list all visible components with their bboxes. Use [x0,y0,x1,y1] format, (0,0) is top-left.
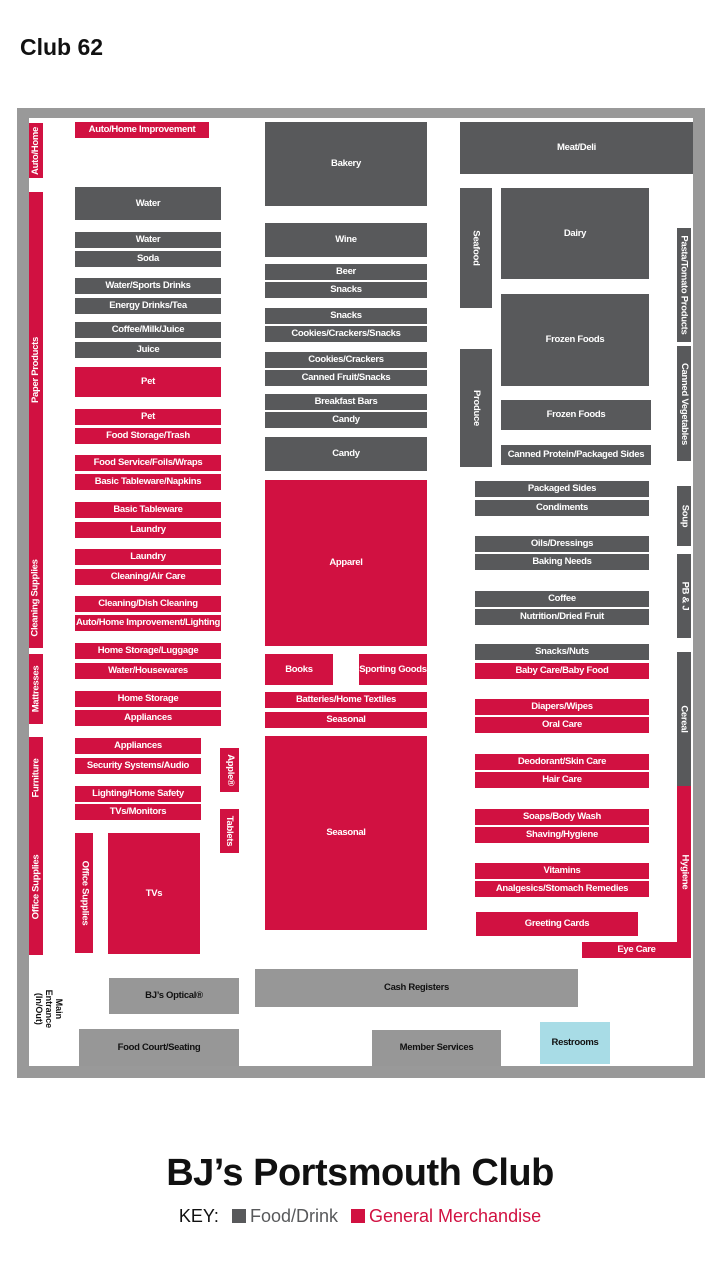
dept-frozen-foods[interactable]: Frozen Foods [501,294,649,386]
dept-water-sports-drinks[interactable]: Water/Sports Drinks [75,278,221,294]
dept-lighting-home-safety[interactable]: Lighting/Home Safety [75,786,201,802]
dept-pb-j[interactable]: PB & J [677,554,691,638]
club-number: Club 62 [20,34,104,60]
dept-shaving-hygiene[interactable]: Shaving/Hygiene [475,827,649,843]
dept-seasonal[interactable]: Seasonal [265,712,427,728]
restrooms[interactable]: Restrooms [540,1022,610,1064]
legend-merch-swatch [351,1209,365,1223]
dept-home-storage[interactable]: Home Storage [75,691,221,707]
dept-food-storage-trash[interactable]: Food Storage/Trash [75,428,221,444]
dept-baby-care-baby-food[interactable]: Baby Care/Baby Food [475,663,649,679]
dept-auto-home-improvement-lighting[interactable]: Auto/Home Improvement/Lighting [75,615,221,631]
legend-key-label: KEY: [178,1206,219,1226]
dept-basic-tableware-napkins[interactable]: Basic Tableware/Napkins [75,474,221,490]
dept-cookies-crackers-snacks[interactable]: Cookies/Crackers/Snacks [265,326,427,342]
dept-cleaning-supplies[interactable]: Cleaning Supplies [29,548,43,648]
dept-canned-protein-packaged-sides[interactable]: Canned Protein/Packaged Sides [501,445,651,465]
dept-analgesics-stomach-remedies[interactable]: Analgesics/Stomach Remedies [475,881,649,897]
dept-batteries-home-textiles[interactable]: Batteries/Home Textiles [265,692,427,708]
main-entrance[interactable]: Main Entrance (In/Out) [34,989,64,1029]
legend [0,1206,720,1227]
legend-food-label: Food/Drink [249,1206,338,1226]
dept-tvs-monitors[interactable]: TVs/Monitors [75,804,201,820]
dept-paper-products[interactable]: Paper Products [29,192,43,548]
dept-coffee[interactable]: Coffee [475,591,649,607]
dept-furniture[interactable]: Furniture [29,737,43,819]
dept-snacks[interactable]: Snacks [265,282,427,298]
dept-meat-deli[interactable]: Meat/Deli [460,122,693,174]
dept-baking-needs[interactable]: Baking Needs [475,554,649,570]
dept-cookies-crackers[interactable]: Cookies/Crackers [265,352,427,368]
dept-laundry[interactable]: Laundry [75,522,221,538]
dept-snacks-nuts[interactable]: Snacks/Nuts [475,644,649,660]
dept-tvs[interactable]: TVs [108,833,200,954]
dept-produce[interactable]: Produce [460,349,492,467]
dept-pasta-tomato-products[interactable]: Pasta/Tomato Products [677,228,691,342]
dept-oral-care[interactable]: Oral Care [475,717,649,733]
store-title: BJ’s Portsmouth Club [166,1152,554,1194]
dept-tablets[interactable]: Tablets [220,809,239,853]
dept-books[interactable]: Books [265,654,333,685]
dept-security-systems-audio[interactable]: Security Systems/Audio [75,758,201,774]
dept-eye-care[interactable]: Eye Care [582,942,691,958]
dept-water-2[interactable]: Water [75,232,221,248]
dept-seafood[interactable]: Seafood [460,188,492,308]
dept-sporting-goods[interactable]: Sporting Goods [359,654,427,685]
dept-deodorant-skin-care[interactable]: Deodorant/Skin Care [475,754,649,770]
dept-auto-home[interactable]: Auto/Home [29,123,43,178]
dept-soda[interactable]: Soda [75,251,221,267]
dept-candy-2[interactable]: Candy [265,437,427,471]
dept-water[interactable]: Water [75,187,221,220]
dept-packaged-sides[interactable]: Packaged Sides [475,481,649,497]
dept-laundry-2[interactable]: Laundry [75,549,221,565]
legend-merch-label: General Merchandise [369,1206,542,1226]
dept-candy[interactable]: Candy [265,412,427,428]
dept-mattresses[interactable]: Mattresses [29,654,43,724]
dept-water-housewares[interactable]: Water/Housewares [75,663,221,679]
dept-bakery[interactable]: Bakery [265,122,427,206]
dept-beer[interactable]: Beer [265,264,427,280]
dept-nutrition-dried-fruit[interactable]: Nutrition/Dried Fruit [475,609,649,625]
dept-apparel[interactable]: Apparel [265,480,427,646]
dept-office-supplies-wall[interactable]: Office Supplies [29,819,43,955]
dept-canned-vegetables[interactable]: Canned Vegetables [677,346,691,461]
member-services[interactable]: Member Services [372,1030,501,1066]
dept-wine[interactable]: Wine [265,223,427,257]
legend-food-swatch [232,1209,246,1223]
dept-hygiene[interactable]: Hygiene [677,786,691,958]
dept-frozen-foods-2[interactable]: Frozen Foods [501,400,651,430]
dept-hair-care[interactable]: Hair Care [475,772,649,788]
dept-energy-drinks-tea[interactable]: Energy Drinks/Tea [75,298,221,314]
cash-registers[interactable]: Cash Registers [255,969,578,1007]
dept-cereal[interactable]: Cereal [677,652,691,786]
dept-office-supplies[interactable]: Office Supplies [75,833,93,953]
dept-juice[interactable]: Juice [75,342,221,358]
dept-oils-dressings[interactable]: Oils/Dressings [475,536,649,552]
dept-soup[interactable]: Soup [677,486,691,546]
dept-seasonal-2[interactable]: Seasonal [265,736,427,930]
store-floor [29,118,693,1066]
dept-vitamins[interactable]: Vitamins [475,863,649,879]
dept-food-service-foils-wraps[interactable]: Food Service/Foils/Wraps [75,455,221,471]
food-court-seating[interactable]: Food Court/Seating [79,1029,239,1066]
dept-snacks-2[interactable]: Snacks [265,308,427,324]
dept-condiments[interactable]: Condiments [475,500,649,516]
dept-canned-fruit-snacks[interactable]: Canned Fruit/Snacks [265,370,427,386]
dept-diapers-wipes[interactable]: Diapers/Wipes [475,699,649,715]
dept-appliances-2[interactable]: Appliances [75,738,201,754]
dept-cleaning-dish-cleaning[interactable]: Cleaning/Dish Cleaning [75,596,221,612]
dept-dairy[interactable]: Dairy [501,188,649,279]
dept-home-storage-luggage[interactable]: Home Storage/Luggage [75,643,221,659]
dept-breakfast-bars[interactable]: Breakfast Bars [265,394,427,410]
bjs-optical[interactable]: BJ’s Optical® [109,978,239,1014]
dept-cleaning-air-care[interactable]: Cleaning/Air Care [75,569,221,585]
dept-basic-tableware[interactable]: Basic Tableware [75,502,221,518]
dept-pet-2[interactable]: Pet [75,409,221,425]
dept-apple[interactable]: Apple® [220,748,239,792]
dept-pet[interactable]: Pet [75,367,221,397]
dept-appliances[interactable]: Appliances [75,710,221,726]
dept-auto-home-improvement[interactable]: Auto/Home Improvement [75,122,209,138]
dept-soaps-body-wash[interactable]: Soaps/Body Wash [475,809,649,825]
dept-greeting-cards[interactable]: Greeting Cards [476,912,638,936]
dept-coffee-milk-juice[interactable]: Coffee/Milk/Juice [75,322,221,338]
